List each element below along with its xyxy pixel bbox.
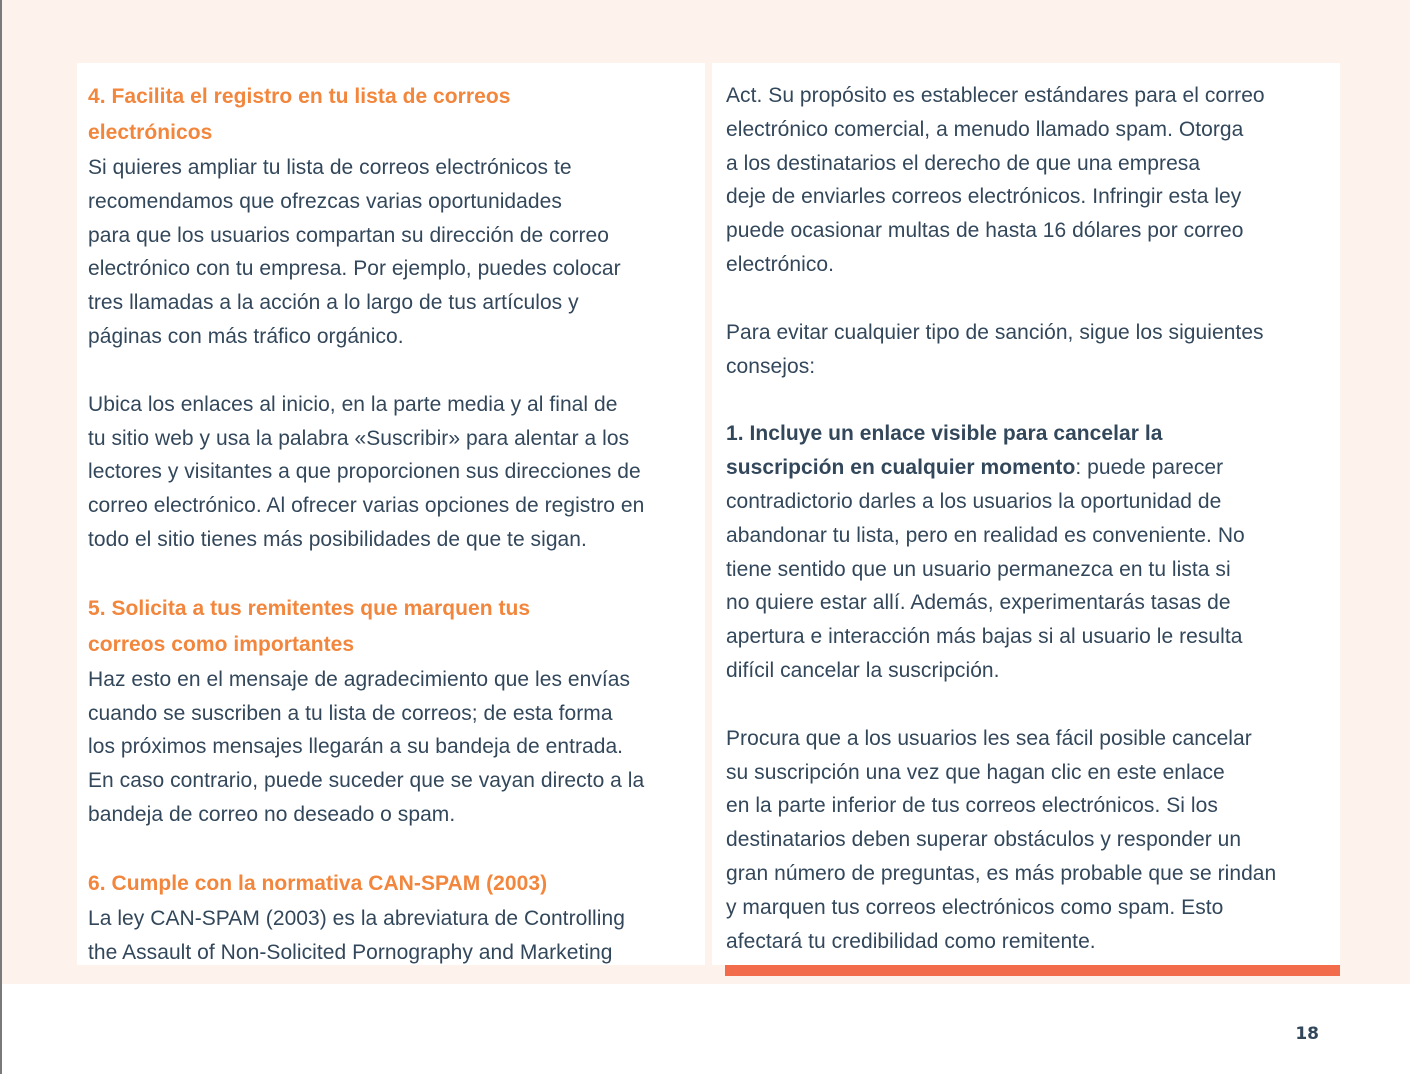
unsubscribe-paragraph: Procura que a los usuarios les sea fácil posible cancelar su suscripción una vez que hagan clic en este enlace en la parte inferior de tus correos electrónicos. Si los destinatarios deben superar obstáculos y responder un gran número de preguntas, es más probable que se rindan y marquen tus correos electrónicos como spam. Esto afectará tu credibilidad como remitente. [726, 726, 1277, 953]
section-4-paragraph-1: Si quieres ampliar tu lista de correos electrónicos te recomendamos que ofrezcas varias oportunidades para que los usuarios compartan su dirección de correo electrónico con tu empresa. Por ejemplo, puedes colocar tres llamadas a la acción a lo largo de tus artículos y páginas con más tráfico orgánico. [88, 156, 621, 348]
section-5-paragraph: Haz esto en el mensaje de agradecimiento que les envías cuando se suscriben a tu lista de correos; de esta forma los próximos mensajes llegarán a su bandeja de entrada. En caso contrario, puede suceder que se vayan directo a la bandeja de correo no deseado o spam. [88, 667, 645, 826]
section-6-heading: 6. Cumple con la normativa CAN-SPAM (2003) [88, 871, 548, 895]
can-spam-paragraph: Act. Su propósito es establecer estándares para el correo electrónico comercial, a menudo llamado spam. Otorga a los destinatarios el derecho de que una empresa deje de enviarles correos electrónicos. Infringir esta ley puede ocasionar multas de hasta 16 dólares por correo electrónico. [726, 84, 1265, 276]
section-4-heading: 4. Facilita el registro en tu lista de correos electrónicos [88, 85, 511, 144]
section-5-heading: 5. Solicita a tus remitentes que marquen tus correos como importantes [88, 596, 531, 656]
left-column-card [77, 63, 705, 965]
advice-intro-paragraph: Para evitar cualquier tipo de sanción, sigue los siguientes consejos: [726, 320, 1264, 378]
right-column-card [712, 63, 1340, 965]
section-6-paragraph: La ley CAN-SPAM (2003) es la abreviatura de Controlling the Assault of Non-Solicited Pornography and Marketing [88, 906, 625, 964]
orange-accent-bar [725, 965, 1340, 976]
tip-1-paragraph: 1. Incluye un enlace visible para cancelar la suscripción en cualquier momento: puede parecer contradictorio darles a los usuarios la oportunidad de abandonar tu lista, pero en realidad es conveniente. No tiene sentido que un usuario permanezca en tu lista si no quiere estar allí. Además, experimentarás tasas de apertura e interacción más bajas si al usuario le resulta difícil cancelar la suscripción. [726, 422, 1245, 682]
page-number: 18 [1295, 1024, 1319, 1044]
tip-1-heading: 1. Incluye un enlace visible para cancelar la suscripción en cualquier momento [726, 422, 1163, 480]
section-4-paragraph-2: Ubica los enlaces al inicio, en la parte media y al final de tu sitio web y usa la palabra «Suscribir» para alentar a los lectores y visitantes a que proporcionen sus direcciones de correo electrónico. Al ofrecer varias opciones de registro en todo el sitio tienes más posibilidades de que te sigan. [88, 392, 645, 551]
